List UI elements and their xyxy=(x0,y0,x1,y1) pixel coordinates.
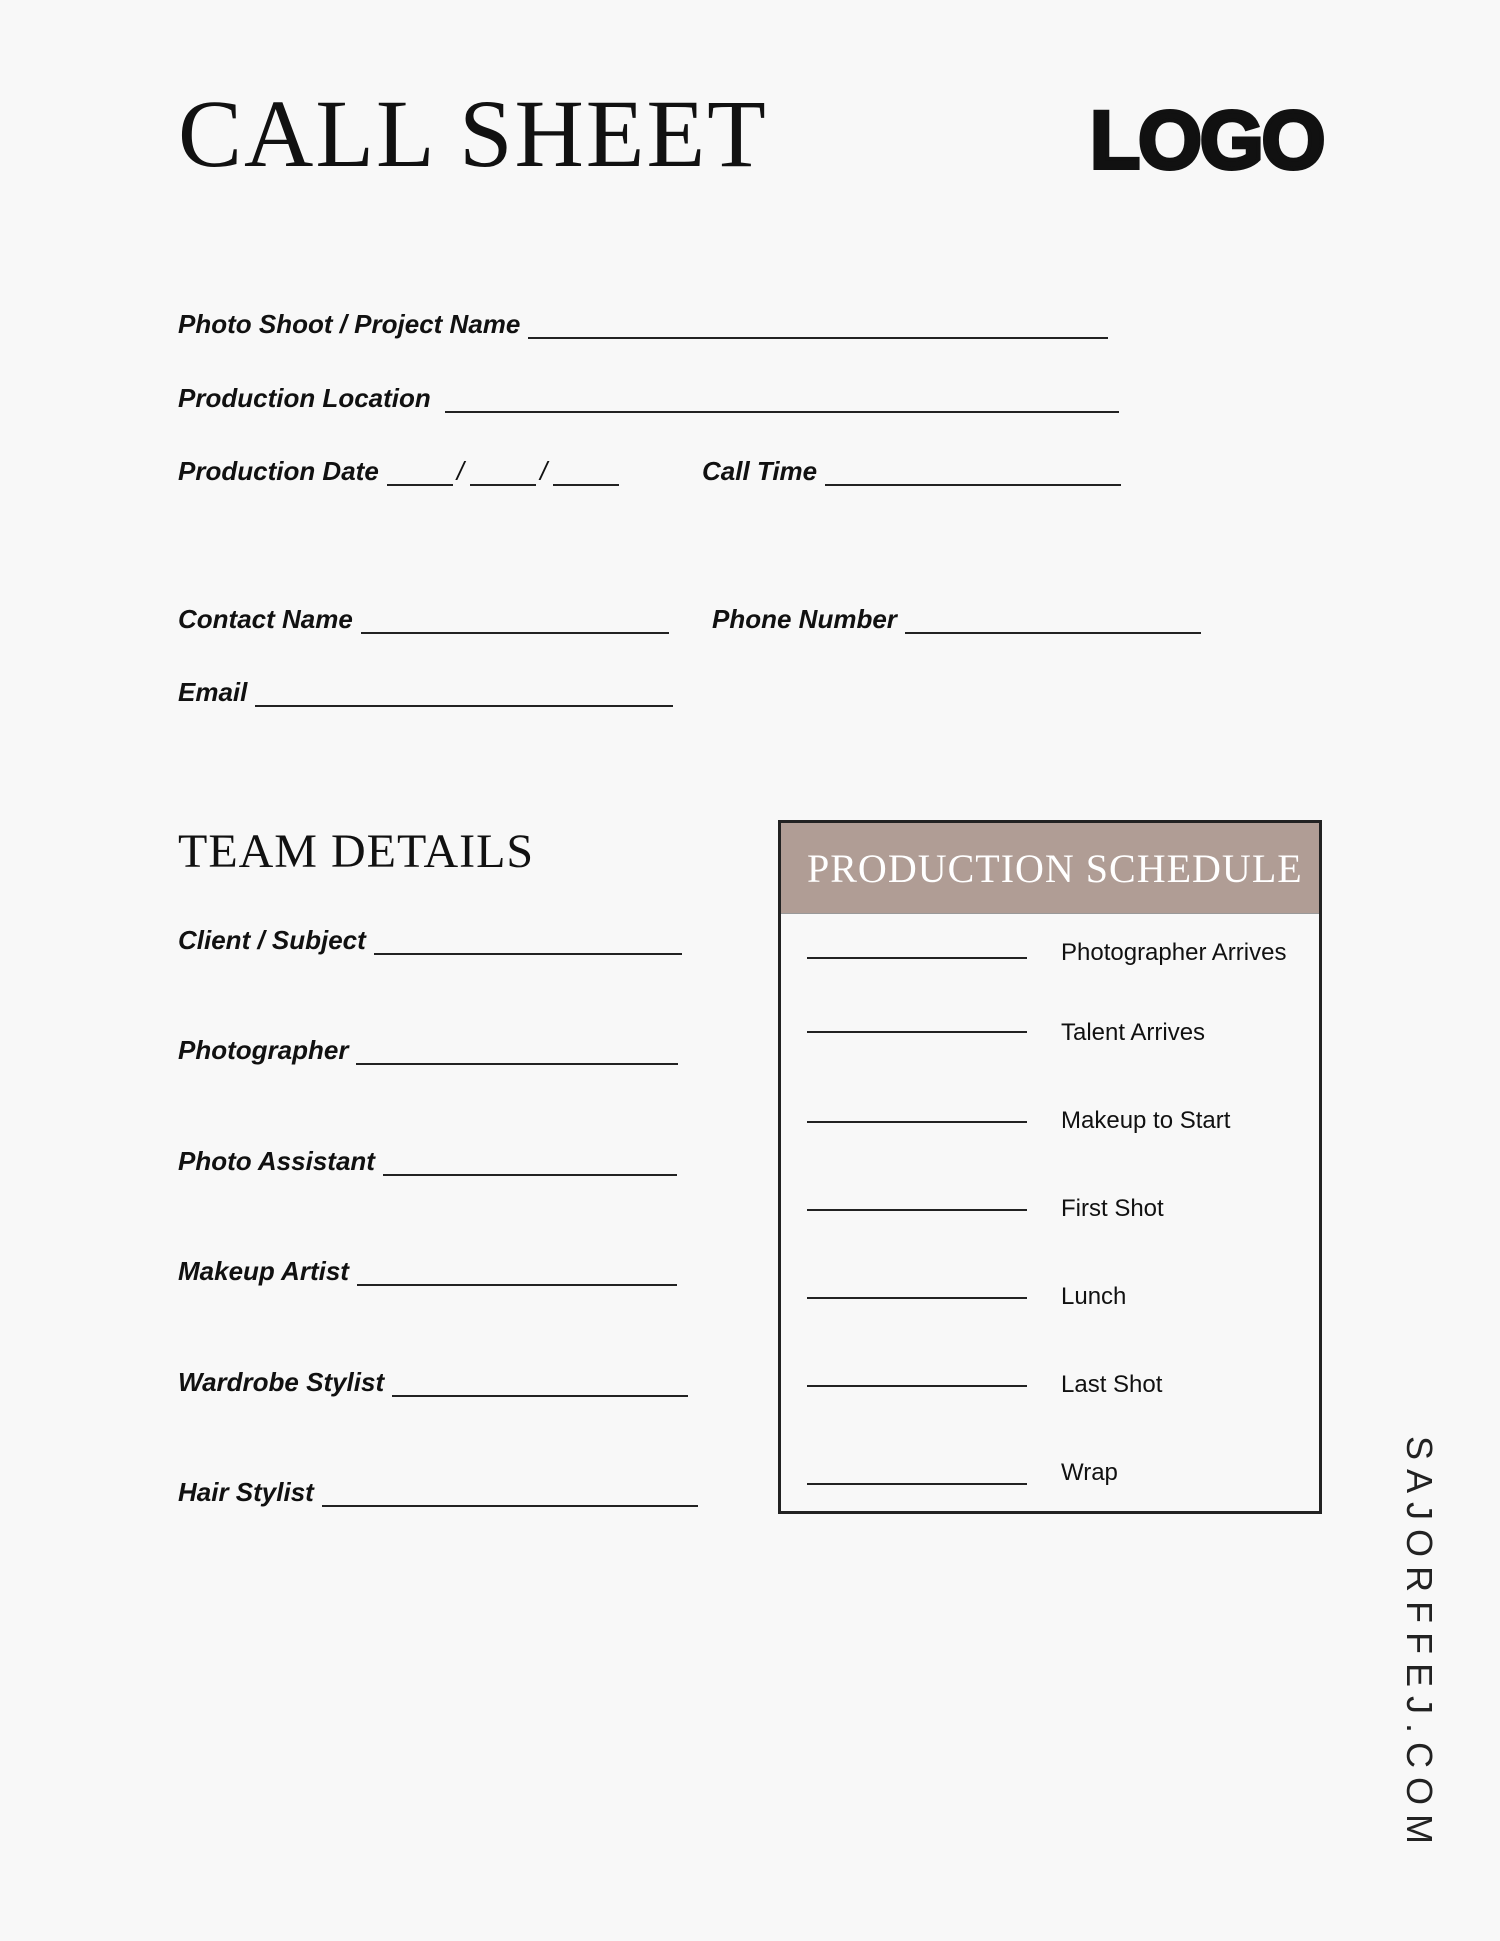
team-role-field[interactable] xyxy=(178,1140,677,1180)
schedule-time-line[interactable] xyxy=(807,1031,1027,1033)
project-name-label: Photo Shoot / Project Name xyxy=(178,309,521,339)
email-field[interactable] xyxy=(178,671,673,711)
logo-placeholder: LOGO xyxy=(1090,95,1324,186)
team-role-field[interactable] xyxy=(178,1361,688,1401)
team-role-field[interactable] xyxy=(178,1250,677,1290)
project-name-field[interactable] xyxy=(178,303,1108,343)
date-day-line[interactable] xyxy=(470,483,536,486)
schedule-time-line[interactable] xyxy=(807,1121,1027,1123)
contact-name-field[interactable] xyxy=(178,598,669,638)
schedule-time-line[interactable] xyxy=(807,1297,1027,1299)
contact-name-input-line[interactable] xyxy=(361,631,669,634)
call-time-label: Call Time xyxy=(702,456,818,486)
call-time-input-line[interactable] xyxy=(825,483,1121,486)
team-role-input-line[interactable] xyxy=(322,1504,698,1507)
schedule-row[interactable] xyxy=(807,1197,1309,1221)
schedule-item-label: Talent Arrives xyxy=(1061,1019,1206,1046)
production-location-field[interactable] xyxy=(178,377,1119,417)
schedule-row[interactable] xyxy=(807,1373,1309,1397)
team-role-field[interactable] xyxy=(178,1471,698,1511)
team-role-input-line[interactable] xyxy=(383,1173,677,1176)
phone-number-label: Phone Number xyxy=(712,604,897,634)
schedule-item-label: Wrap xyxy=(1061,1459,1118,1486)
schedule-time-line[interactable] xyxy=(807,1385,1027,1387)
schedule-row[interactable] xyxy=(807,1021,1309,1045)
website-url: SAJORFFEJ.COM xyxy=(1399,1436,1440,1854)
email-input-line[interactable] xyxy=(255,704,673,707)
date-month-line[interactable] xyxy=(387,483,453,486)
schedule-row[interactable] xyxy=(807,1109,1309,1133)
schedule-time-line[interactable] xyxy=(807,1209,1027,1211)
schedule-row[interactable] xyxy=(807,1285,1309,1309)
team-role-label: Client / Subject xyxy=(178,925,366,955)
contact-name-label: Contact Name xyxy=(178,604,353,634)
email-label: Email xyxy=(178,677,248,707)
production-schedule-heading: PRODUCTION SCHEDULE xyxy=(781,823,1319,914)
team-role-input-line[interactable] xyxy=(356,1062,678,1065)
team-role-label: Hair Stylist xyxy=(178,1477,314,1507)
production-location-label: Production Location xyxy=(178,383,431,413)
schedule-item-label: Makeup to Start xyxy=(1061,1107,1231,1134)
team-role-field[interactable] xyxy=(178,1029,678,1069)
date-separator: / xyxy=(456,456,465,486)
team-role-label: Makeup Artist xyxy=(178,1256,349,1286)
team-role-label: Photo Assistant xyxy=(178,1146,375,1176)
schedule-item-label: Lunch xyxy=(1061,1283,1127,1310)
phone-number-input-line[interactable] xyxy=(905,631,1201,634)
team-role-input-line[interactable] xyxy=(357,1283,677,1286)
production-date-label: Production Date xyxy=(178,456,379,486)
team-details-heading: TEAM DETAILS xyxy=(178,825,535,878)
date-separator: / xyxy=(540,456,548,486)
team-role-label: Wardrobe Stylist xyxy=(178,1367,385,1397)
date-year-line[interactable] xyxy=(553,483,619,486)
page-title: CALL SHEET xyxy=(178,80,768,187)
schedule-time-line[interactable] xyxy=(807,957,1027,959)
schedule-item-label: Photographer Arrives xyxy=(1061,939,1287,966)
team-role-field[interactable] xyxy=(178,919,682,959)
team-role-input-line[interactable] xyxy=(374,952,682,955)
schedule-item-label: Last Shot xyxy=(1061,1371,1163,1398)
production-schedule-box xyxy=(778,820,1322,1514)
call-time-field[interactable] xyxy=(702,450,1121,490)
production-location-input-line[interactable] xyxy=(445,410,1119,413)
schedule-row[interactable] xyxy=(807,941,1309,965)
phone-number-field[interactable] xyxy=(712,598,1201,638)
schedule-time-line[interactable] xyxy=(807,1483,1027,1485)
schedule-item-label: First Shot xyxy=(1061,1195,1164,1222)
production-date-field[interactable] xyxy=(178,450,619,490)
team-role-input-line[interactable] xyxy=(392,1394,688,1397)
project-name-input-line[interactable] xyxy=(528,336,1108,339)
team-role-label: Photographer xyxy=(178,1035,349,1065)
schedule-row[interactable] xyxy=(807,1461,1309,1485)
